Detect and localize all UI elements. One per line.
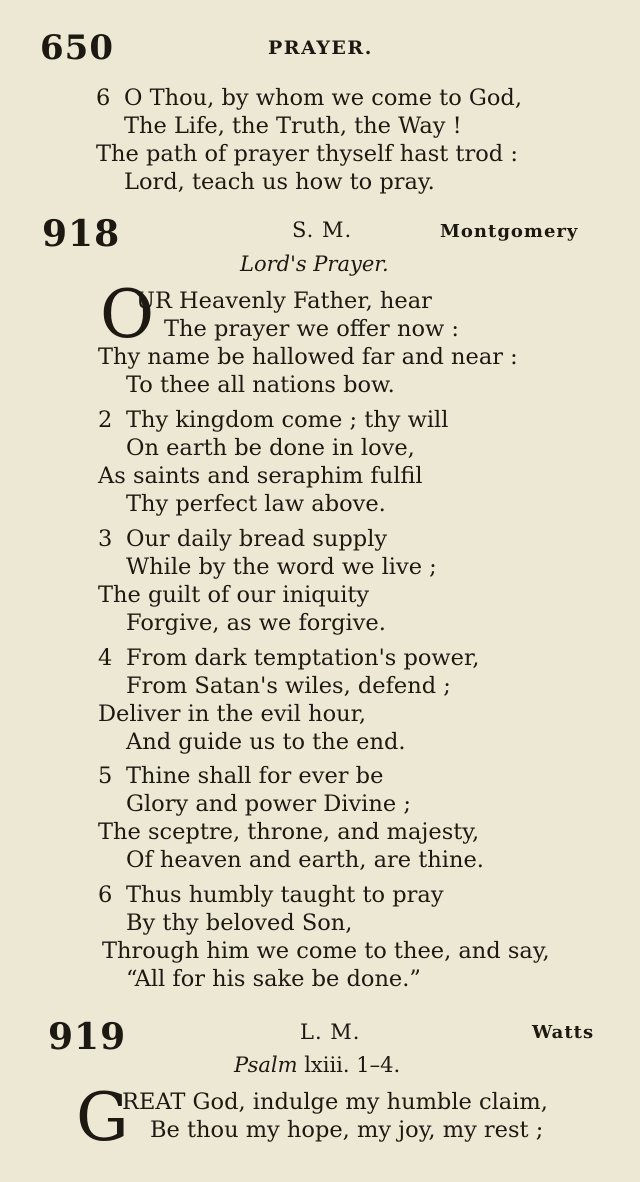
verse-line: Deliver in the evil hour, bbox=[98, 701, 367, 727]
verse-number: 5 bbox=[98, 763, 113, 789]
hymn-number: 919 bbox=[48, 1016, 127, 1058]
drop-cap: O bbox=[100, 276, 155, 353]
verse-line: Thy kingdom come ; thy will bbox=[126, 407, 449, 433]
drop-cap: G bbox=[76, 1079, 129, 1156]
verse-line: Lord, teach us how to pray. bbox=[124, 169, 435, 195]
verse-line: Thy perfect law above. bbox=[126, 491, 386, 517]
hymn-subtitle: Lord's Prayer. bbox=[240, 252, 389, 276]
prev-hymn-verse bbox=[96, 84, 522, 196]
verse-line: The prayer we offer now : bbox=[164, 316, 459, 342]
verse-line: “All for his sake be done.” bbox=[126, 966, 421, 992]
verse bbox=[98, 644, 479, 756]
verse-line: From Satan's wiles, defend ; bbox=[126, 673, 451, 699]
verse-line: Forgive, as we forgive. bbox=[126, 610, 386, 636]
verse bbox=[98, 406, 448, 518]
verse-number: 2 bbox=[98, 407, 113, 433]
verse-line: UR Heavenly Father, hear bbox=[136, 288, 432, 314]
verse-line: The guilt of our iniquity bbox=[98, 582, 370, 608]
subtitle-reference: lxiii. 1–4. bbox=[304, 1053, 401, 1077]
running-head: PRAYER. bbox=[268, 37, 373, 59]
verse-line: Thine shall for ever be bbox=[126, 763, 384, 789]
verse-line: Through him we come to thee, and say, bbox=[102, 938, 550, 964]
verse-line: REAT God, indulge my humble claim, bbox=[122, 1089, 548, 1115]
hymn-meter: S. M. bbox=[292, 218, 353, 242]
hymn-meter: L. M. bbox=[300, 1020, 361, 1044]
hymn-tune: Montgomery bbox=[440, 221, 579, 242]
hymn-number: 918 bbox=[42, 213, 121, 255]
verse bbox=[98, 762, 484, 874]
hymn-subtitle bbox=[234, 1053, 400, 1077]
verse-line: On earth be done in love, bbox=[126, 435, 415, 461]
verse-line: The path of prayer thyself hast trod : bbox=[96, 141, 518, 167]
verse-line: Thy name be hallowed far and near : bbox=[98, 344, 518, 370]
verse-number: 6 bbox=[98, 882, 113, 908]
verse-line: From dark temptation's power, bbox=[126, 645, 480, 671]
verse-line: And guide us to the end. bbox=[126, 729, 406, 755]
verse-line: Our daily bread supply bbox=[126, 526, 388, 552]
verse bbox=[98, 525, 437, 637]
verse-number: 6 bbox=[96, 85, 111, 111]
hymn-tune: Watts bbox=[532, 1022, 595, 1043]
verse bbox=[98, 881, 550, 993]
verse-line: While by the word we live ; bbox=[126, 554, 437, 580]
verse-line: O Thou, by whom we come to God, bbox=[124, 85, 522, 111]
verse-number: 3 bbox=[98, 526, 113, 552]
page-number: 650 bbox=[40, 28, 114, 68]
verse-line: The Life, the Truth, the Way ! bbox=[124, 113, 462, 139]
verse-line: Thus humbly taught to pray bbox=[126, 882, 444, 908]
verse-line: To thee all nations bow. bbox=[126, 372, 395, 398]
verse-line: Glory and power Divine ; bbox=[126, 791, 411, 817]
verse-line: By thy beloved Son, bbox=[126, 910, 353, 936]
verse-line: As saints and seraphim fulfil bbox=[98, 463, 423, 489]
verse-line: Be thou my hope, my joy, my rest ; bbox=[150, 1117, 544, 1143]
verse-number: 4 bbox=[98, 645, 113, 671]
verse-line: Of heaven and earth, are thine. bbox=[126, 847, 484, 873]
subtitle-psalm: Psalm bbox=[234, 1053, 298, 1077]
verse-line: The sceptre, throne, and majesty, bbox=[98, 819, 480, 845]
